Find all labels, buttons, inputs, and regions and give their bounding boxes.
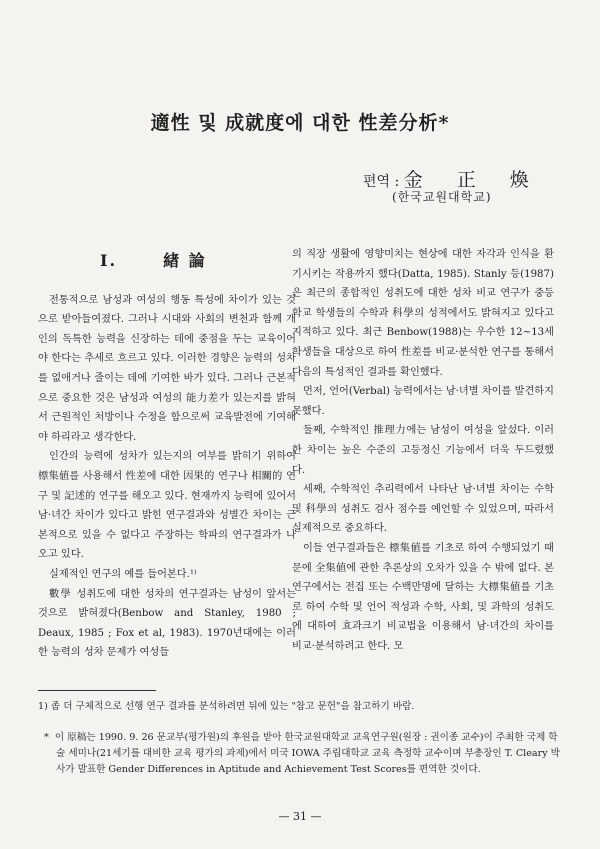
paragraph: 세째, 수학적인 추리력에서 나타난 남·녀별 차이는 수학 및 科學의 성취도 검사 점수를 예언할 수 있었으며, 따라서 실제적으로 중요하다. xyxy=(292,484,554,535)
section-heading xyxy=(100,251,296,271)
section-title: 緖 論 xyxy=(163,251,207,270)
paragraph: 먼저, 언어(Verbal) 능력에서는 남·녀별 차이를 발견하지 못했다. xyxy=(292,386,554,417)
section-number: Ⅰ. xyxy=(100,251,118,270)
page-number: — 31 — xyxy=(278,810,322,823)
paragraph: 둘째, 수학적인 推理力에는 남성이 여성을 앞섰다. 이러한 차이는 높은 수준의 고등정신 기능에서 더욱 두드렸했다. xyxy=(292,425,554,476)
paragraph: 전통적으로 남성과 여성의 행동 특성에 차이가 있는 것으로 받아들여졌다. 그러나 시대와 사회의 변천과 함께 개인의 독특한 능력을 신장하는 데에 중점을 두는 교육이어야 한다는 추세로 흐르고 있다. 이러한 경향은 능력의 성차를 없애거나 줄이는 데에 기여한 바가 있다. 그러나 근본적으로 중요한 것은 남성과 여성의 能力差가 있는지를 밝혀서 근원적인 처방이나 수정을 함으로써 교육발전에 기여해야 하리라고 생각한다. xyxy=(38,294,296,443)
author-affiliation: (한국교원대학교) xyxy=(392,190,492,204)
footnote-1: 1) 좀 더 구체적으로 선행 연구 결과를 분석하려면 뒤에 있는 "참고 문헌"을 참고하기 바람. xyxy=(38,701,415,712)
footnote-mark: * xyxy=(44,732,49,743)
footnote-asterisk xyxy=(38,730,560,778)
paragraph: 이들 연구결과들은 標集値를 기초로 하여 수행되었기 때문에 全集値에 관한 추론상의 오차가 있을 수 밖에 없다. 본 연구에서는 전집 또는 수백만명에 달하는 大標集値를 기초로 하여 수학 및 언어 적성과 수학, 사회, 및 과학의 성취도에 대하여 효과크기 비교법을 이용해서 남·녀간의 차이를 비교·분석하려고 한다. 모 xyxy=(292,542,554,652)
paragraph: 數學 성취도에 대한 성차의 연구결과는 남성이 앞서는 것으로 밝혀졌다(Benbow and Stanley, 1980 ; Deaux, 1985 ; Fox et al, 1983). 1970년대에는 이러한 능력의 성차 문제가 여성들 xyxy=(38,588,296,659)
author-prefix: 편역 : xyxy=(363,174,404,190)
left-column xyxy=(38,245,296,663)
article-title: 適性 및 成就度에 대한 性差分析* xyxy=(150,112,450,134)
footnote-divider xyxy=(38,690,156,691)
author-name: 金 正 煥 xyxy=(403,169,543,191)
footnote-text: 이 原稿는 1990. 9. 26 문교부(평가원)의 후원을 받아 한국교원대학교 교육연구원(원장 : 권이종 교수)이 주최한 국제 학술 세미나(21세기를 대비한 교육 평가의 과제)에서 미국 IOWA 주립대학교 교육 측정학 교수이며 부총장인 T. Cleary 박사가 발표한 Gender Differences in Aptitude and Achievement Test Scores를 편역한 것이다. xyxy=(54,732,560,775)
right-column xyxy=(292,245,554,656)
paragraph: 의 직장 생활에 영향미치는 현상에 대한 자각과 인식을 환기시키는 작용까지 했다(Datta, 1985). Stanly 등(1987)은 최근의 종합적인 성취도에 대한 성차 비교 연구가 중등학교 학생들의 수학과 科學의 성적에서도 밝혀지고 있다고 지적하고 있다. 최근 Benbow(1988)는 우수한 12~13세 학생들을 대상으로 하여 性差를 비교·분석한 연구를 통해서 다음의 특성적인 결과를 확인했다. xyxy=(292,249,554,378)
paragraph: 실제적인 연구의 예를 들어본다.¹⁾ xyxy=(49,568,197,580)
paragraph: 인간의 능력에 성차가 있는지의 여부를 밝히기 위하여 標集値를 사용해서 性差에 대한 因果的 연구나 相關的 연구 및 記述的 연구를 해오고 있다. 현재까지 능력에 있어서 남·녀간 차이가 있다고 밝힌 연구결과와 성별간 차이는 근본적으로 있을 수 없다고 주장하는 학파의 연구결과가 나오고 있다. xyxy=(38,451,296,561)
